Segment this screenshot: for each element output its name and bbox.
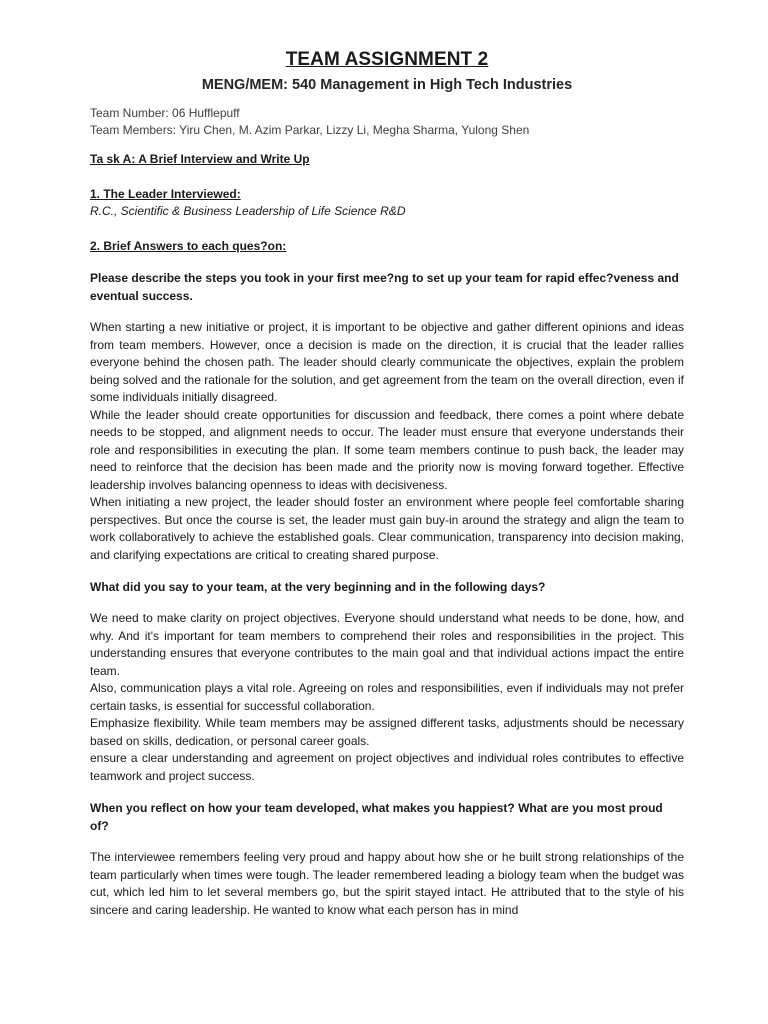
question-3: When you reflect on how your team developed, what makes you happiest? What are you most proud of? — [90, 801, 663, 833]
team-members: Team Members: Yiru Chen, M. Azim Parkar, Lizzy Li, Megha Sharma, Yulong Shen — [90, 123, 530, 137]
leader-name: R.C., Scientific & Business Leadership of Life Science R&D — [90, 204, 406, 218]
answer-1-paragraph: When starting a new initiative or project, it is important to be objective and gather different opinions and ideas from team members. However, once a decision is made on the direction, it is crucial that the leader rallies everyone behind the chosen path. The leader should clearly communicate the objectives, explain the problem being solved and the rationale for the solution, and get agreement from the team on the overall direction, even if some individuals initially disagreed. — [90, 320, 684, 404]
answer-1-paragraph: While the leader should create opportunities for discussion and feedback, there comes a point where debate needs to be stopped, and alignment needs to occur. The leader must ensure that everyone understands their role and responsibilities in executing the plan. If some team members continue to push back, the leader may need to reinforce that the decision has been made and the priority now is moving forward together. Effective leadership involves balancing openness to ideas with decisiveness. — [90, 407, 684, 492]
leader-heading: 1. The Leader Interviewed: — [90, 187, 241, 201]
team-number: Team Number: 06 Hufflepuff — [90, 106, 240, 120]
answer-3-paragraph: The interviewee remembers feeling very proud and happy about how she or he built strong relationships of the team particularly when times were tough. The leader remembered leading a biology team when the budget was cut, which led him to let several members go, but the spirit stayed intact. He attributed that to the style of his sincere and caring leadership. He wanted to know what each person has in mind — [90, 850, 684, 917]
answer-2-paragraph: Emphasize flexibility. While team members may be assigned different tasks, adjustments should be necessary based on skills, dedication, or personal career goals. — [90, 716, 684, 748]
answer-2-paragraph: ensure a clear understanding and agreement on project objectives and individual roles contributes to effective teamwork and project success. — [90, 751, 684, 783]
answer-1-paragraph: When initiating a new project, the leader should foster an environment where people feel comfortable sharing perspectives. But once the course is set, the leader must gain buy-in around the strategy and align the team to work collaboratively to achieve the established goals. Clear communication, transparency into decision making, and clarifying expectations are critical to creating shared purpose. — [90, 495, 684, 562]
answer-2-paragraph: Also, communication plays a vital role. Agreeing on roles and responsibilities, even if individuals may not prefer certain tasks, is essential for successful collaboration. — [90, 681, 684, 713]
answer-2-paragraph: We need to make clarity on project objectives. Everyone should understand what needs to be done, how, and why. And it's important for team members to comprehend their roles and responsibilities in the project. This understanding ensures that everyone contributes to the main goal and that individual actions impact the entire team. — [90, 611, 684, 678]
question-1: Please describe the steps you took in your first mee?ng to set up your team for rapid effec?veness and eventual success. — [90, 271, 679, 303]
task-heading: Ta sk A: A Brief Interview and Write Up — [90, 152, 310, 166]
question-2: What did you say to your team, at the very beginning and in the following days? — [90, 580, 546, 594]
document-subtitle: MENG/MEM: 540 Management in High Tech Industries — [201, 77, 573, 93]
document-title: TEAM ASSIGNMENT 2 — [285, 49, 489, 70]
answers-heading: 2. Brief Answers to each ques?on: — [90, 239, 287, 253]
document-page — [90, 48, 684, 919]
